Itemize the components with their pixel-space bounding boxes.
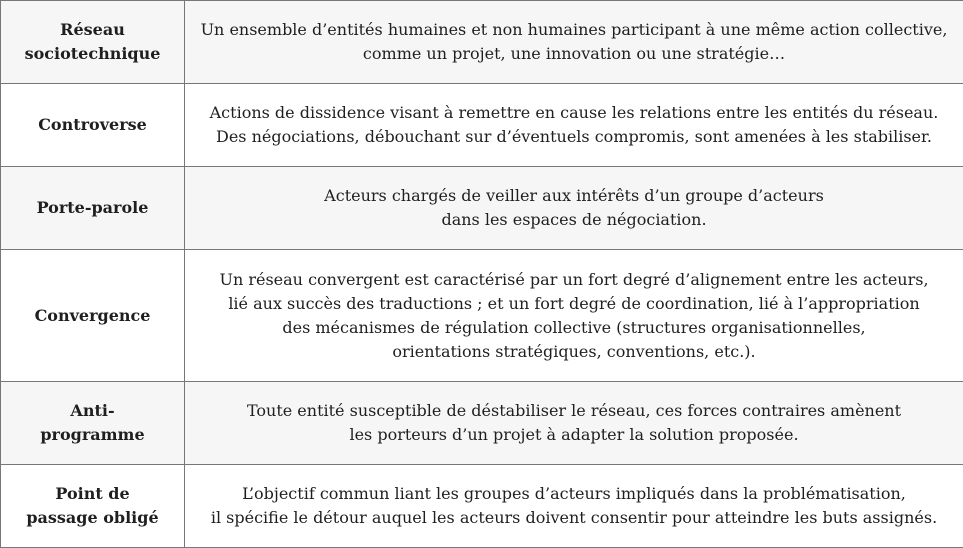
term-line: sociotechnique — [11, 42, 174, 66]
glossary-row-reseau-sociotechnique — [1, 1, 963, 84]
definition-line: Actions de dissidence visant à remettre en cause les relations entre les entités du réseau. — [195, 101, 953, 125]
definition-line: il spécifie le détour auquel les acteurs doivent consentir pour atteindre les buts assignés. — [195, 506, 953, 530]
definition-line: des mécanismes de régulation collective (structures organisationnelles, — [195, 316, 953, 340]
term-cell — [1, 382, 185, 465]
definition-cell — [185, 382, 963, 465]
definition-cell — [185, 84, 963, 167]
term-cell — [1, 465, 185, 548]
definition-line: Un ensemble d’entités humaines et non humaines participant à une même action collective, — [195, 18, 953, 42]
term-cell — [1, 84, 185, 167]
definition-line: Des négociations, débouchant sur d’éventuels compromis, sont amenées à les stabiliser. — [195, 125, 953, 149]
definition-line: Acteurs chargés de veiller aux intérêts d’un groupe d’acteurs — [195, 184, 953, 208]
term-line: Convergence — [11, 304, 174, 328]
glossary-row-point-de-passage-oblige — [1, 465, 963, 548]
definition-cell — [185, 167, 963, 250]
term-cell — [1, 1, 185, 84]
term-cell — [1, 250, 185, 382]
term-line: Point de — [11, 482, 174, 506]
glossary-row-porte-parole — [1, 167, 963, 250]
definition-line: Un réseau convergent est caractérisé par un fort degré d’alignement entre les acteurs, — [195, 268, 953, 292]
glossary-row-convergence — [1, 250, 963, 382]
definition-line: lié aux succès des traductions ; et un fort degré de coordination, lié à l’appropriation — [195, 292, 953, 316]
term-line: Porte-parole — [11, 196, 174, 220]
term-line: Anti- — [11, 399, 174, 423]
glossary-row-controverse — [1, 84, 963, 167]
definition-cell — [185, 1, 963, 84]
glossary-row-anti-programme — [1, 382, 963, 465]
definition-line: orientations stratégiques, conventions, etc.). — [195, 340, 953, 364]
definition-line: comme un projet, une innovation ou une stratégie… — [195, 42, 953, 66]
definition-cell — [185, 250, 963, 382]
term-line: Réseau — [11, 18, 174, 42]
definition-line: L’objectif commun liant les groupes d’acteurs impliqués dans la problématisation, — [195, 482, 953, 506]
definition-line: Toute entité susceptible de déstabiliser le réseau, ces forces contraires amènent — [195, 399, 953, 423]
term-line: passage obligé — [11, 506, 174, 530]
term-cell — [1, 167, 185, 250]
definition-line: les porteurs d’un projet à adapter la solution proposée. — [195, 423, 953, 447]
definition-cell — [185, 465, 963, 548]
term-line: programme — [11, 423, 174, 447]
term-line: Controverse — [11, 113, 174, 137]
definition-line: dans les espaces de négociation. — [195, 208, 953, 232]
